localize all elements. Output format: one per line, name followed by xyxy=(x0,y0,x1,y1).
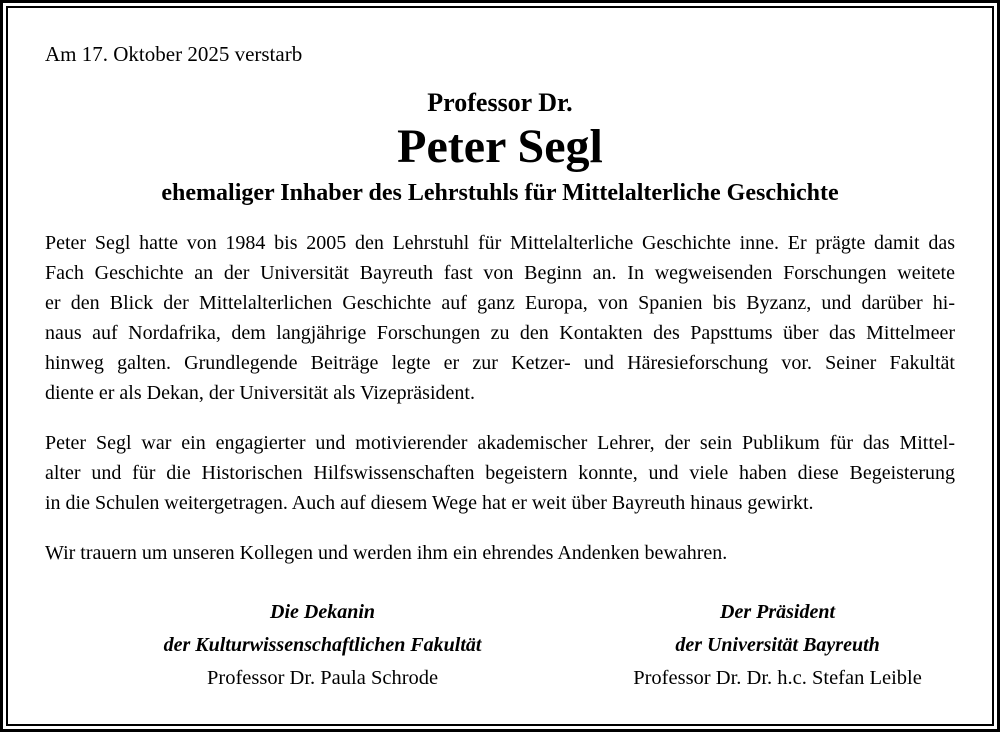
deceased-subtitle: ehemaliger Inhaber des Lehrstuhls für Mittelalterliche Geschichte xyxy=(161,180,839,206)
paragraph-line: Peter Segl war ein engagierter und motivierender akademischer Lehrer, der sein Publikum für das Mittel- xyxy=(45,432,955,454)
deceased-name: Peter Segl xyxy=(397,120,603,173)
signature-dean xyxy=(45,596,600,695)
biography-paragraph xyxy=(45,228,955,408)
death-date-line: Am 17. Oktober 2025 verstarb xyxy=(45,42,303,66)
signature-blocks xyxy=(45,596,955,695)
teaching-paragraph xyxy=(45,428,955,518)
paragraph-line: in die Schulen weitergetragen. Auch auf diesem Wege hat er weit über Bayreuth hinaus gewirkt. xyxy=(45,492,814,514)
paragraph-line: diente er als Dekan, der Universität als Vizepräsident. xyxy=(45,382,475,404)
deceased-header xyxy=(45,88,955,208)
paragraph-line: alter und für die Historischen Hilfswissenschaften begeistern konnte, und viele haben diese Begeisterung xyxy=(45,462,955,484)
signature-president xyxy=(600,596,955,695)
signature-person-name: Professor Dr. Dr. h.c. Stefan Leible xyxy=(633,667,922,689)
signature-role-line: der Kulturwissenschaftlichen Fakultät xyxy=(163,634,482,656)
paragraph-line: hinweg galten. Grundlegende Beiträge legte er zur Ketzer- und Häresieforschung vor. Seiner Fakultät xyxy=(45,352,955,374)
signature-role-line: Der Präsident xyxy=(720,601,836,623)
paragraph-line: er den Blick der Mittelalterlichen Geschichte auf ganz Europa, von Spanien bis Byzanz, und darüber hi- xyxy=(45,292,955,314)
signature-person-name: Professor Dr. Paula Schrode xyxy=(206,667,439,689)
signature-role-line: der Universität Bayreuth xyxy=(675,634,880,656)
signature-role-line: Die Dekanin xyxy=(270,601,376,623)
condolence-line: Wir trauern um unseren Kollegen und werden ihm ein ehrendes Andenken bewahren. xyxy=(45,542,728,564)
paragraph-line: naus auf Nordafrika, dem langjährige Forschungen zu den Kontakten des Papsttums über das Mittelmeer xyxy=(45,322,955,344)
inner-border-frame xyxy=(6,6,994,726)
paragraph-line: Fach Geschichte an der Universität Bayreuth fast von Beginn an. In wegweisenden Forschungen weitete xyxy=(45,262,955,284)
paragraph-line: Peter Segl hatte von 1984 bis 2005 den Lehrstuhl für Mittelalterliche Geschichte inne. Er prägte damit das xyxy=(45,232,955,254)
deceased-title: Professor Dr. xyxy=(427,88,573,117)
